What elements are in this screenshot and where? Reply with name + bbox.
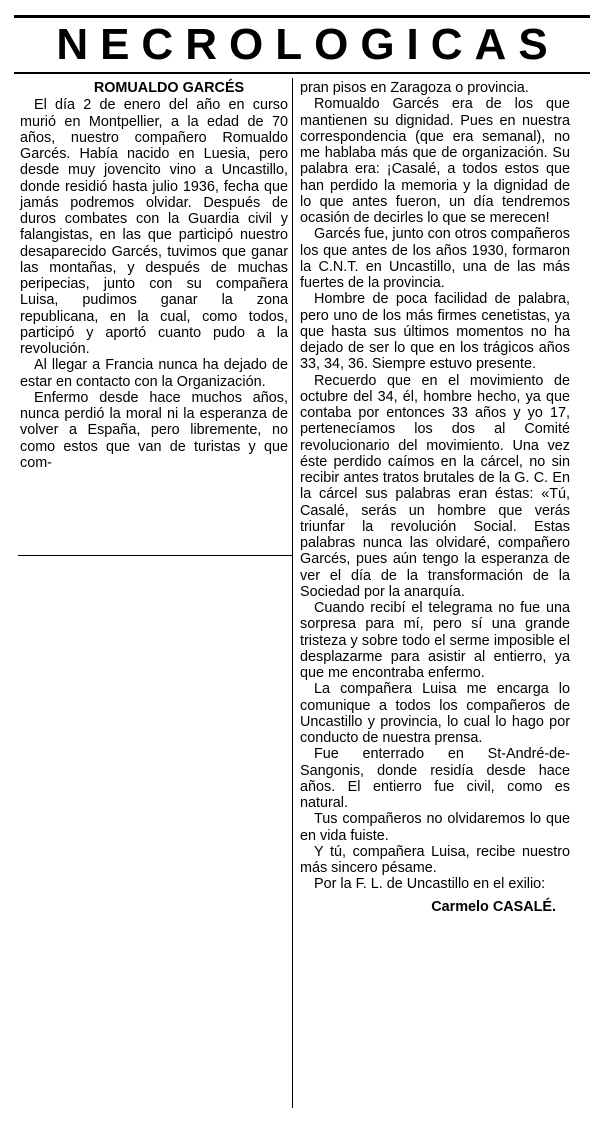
right-continuation: pran pisos en Zaragoza o provincia. xyxy=(300,80,529,96)
signature: Carmelo CASALÉ. xyxy=(431,898,556,915)
left-column xyxy=(20,80,288,471)
right-paragraph-10: Por la F. L. de Uncastillo en el exilio: xyxy=(314,876,546,893)
left-paragraph-2: Al llegar a Francia nunca ha dejado de estar en contacto con la Organización. xyxy=(20,357,288,390)
right-paragraph-7: Fue enterrado en St-André-de-Sangonis, donde residía desde hace años. El entierro fue civil, como es natural. xyxy=(300,746,570,811)
right-paragraph-1: Romualdo Garcés era de los que mantienen su dignidad. Pues en nuestra correspondencia (que era semanal), no me hablaba más que de organización. Su palabra era: ¡Casalé, a todos estos que han perdido la memoria y la dignidad de lo que antes fueron, un día tendremos ocasión de decirles lo que se merecen! xyxy=(300,96,570,226)
right-paragraph-5: Cuando recibí el telegrama no fue una sorpresa para mí, pero sí una grande tristeza y sobre todo el serme imposible el desplazarme para asistir al entierro, ya que me encontraba enfermo. xyxy=(300,600,570,681)
right-paragraph-3: Hombre de poca facilidad de palabra, pero uno de los más firmes cenetistas, ya que hasta sus últimos momentos no ha dejado de ser lo que en los trágicos años 33, 34, 36. Siempre estuvo presente. xyxy=(300,291,570,373)
right-paragraph-6: La compañera Luisa me encarga lo comunique a todos los compañeros de Uncastillo y provincia, lo cual lo hago por conducto de nuestra prensa. xyxy=(300,681,570,746)
right-column xyxy=(300,80,570,915)
right-paragraph-4: Recuerdo que en el movimiento de octubre del 34, él, hombre hecho, ya que contaba por entonces 33 años y yo 17, pertenecíamos los dos al Comité revolucionario del movimiento. Una vez éste perdido caímos en la cárcel, no sin recibir antes tratos brutales de la G. C. En la cárcel sus palabras eran éstas: «Tú, Casalé, serás un hombre que verás triunfar la revolución Social. Estas palabras nunca las olvidaré, compañero Garcés, pues aún tengo la esperanza de ver el día de la transformación de la Sociedad por la anarquía. xyxy=(300,372,570,600)
masthead-bottom-rule xyxy=(14,72,590,74)
right-paragraph-9: Y tú, compañera Luisa, recibe nuestro más sincero pésame. xyxy=(300,843,570,876)
column-divider xyxy=(292,78,293,1108)
section-title: NECROLOGICAS xyxy=(56,20,560,69)
right-paragraph-2: Garcés fue, junto con otros compañeros los que antes de los años 1930, formaron la C.N.T. en Uncastillo, una de las más fuertes de la provincia. xyxy=(300,226,570,291)
article-subject: ROMUALDO GARCÉS xyxy=(93,80,245,96)
left-paragraph-3: Enfermo desde hace muchos años, nunca perdió la moral ni la esperanza de volver a España, pero libremente, no como estos que van de turistas y que com- xyxy=(20,389,288,471)
left-column-end-rule xyxy=(18,555,293,556)
right-paragraph-8: Tus compañeros no olvidaremos lo que en vida fuiste. xyxy=(300,811,570,844)
left-paragraph-1: El día 2 de enero del año en curso murió en Montpellier, a la edad de 70 años, nuestro compañero Romualdo Garcés. Había nacido en Luesia, pero desde muy jovencito vino a Uncastillo, donde residió hasta julio 1936, fecha que jamás podremos olvidar. Después de duros combates con la Guardia civil y falangistas, en las que participó nuestro desaparecido Garcés, tuvimos que ganar las montañas, y después de muchas peripecias, junto con su compañera Luisa, pudimos ganar la zona republicana, en la cual, como todos, participó y aportó cuanto pudo a la revolución. xyxy=(20,97,288,357)
